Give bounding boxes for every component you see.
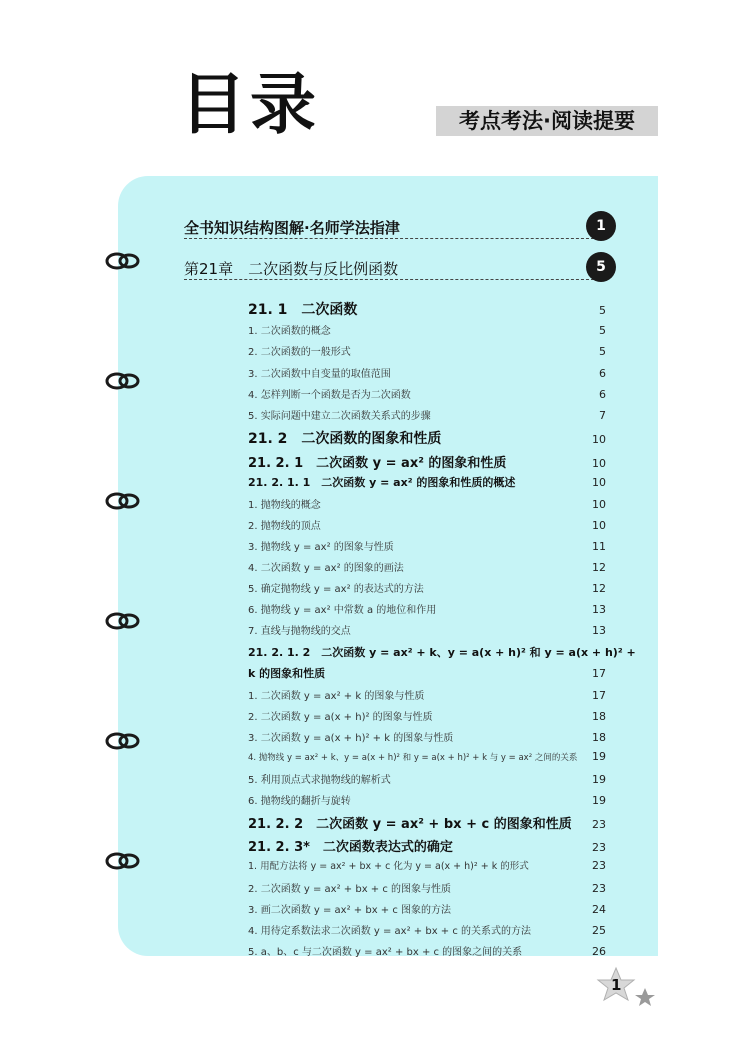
toc-item[interactable] xyxy=(248,538,606,553)
toc-page: 23 xyxy=(592,818,606,831)
toc-subsection[interactable] xyxy=(248,644,636,660)
toc-page: 5 xyxy=(599,345,606,358)
toc-item[interactable] xyxy=(248,559,606,574)
toc-page: 10 xyxy=(592,457,606,470)
toc-section[interactable] xyxy=(248,299,606,319)
toc-item[interactable] xyxy=(248,792,606,807)
toc-label: 4. 二次函数 y = ax² 的图象的画法 xyxy=(248,563,404,574)
toc-item[interactable] xyxy=(248,750,606,763)
toc-label: 21. 1 二次函数 xyxy=(248,302,358,318)
toc-page: 19 xyxy=(592,773,606,786)
chapter-overview[interactable] xyxy=(184,217,594,239)
toc-label: 5. a、b、c 与二次函数 y = ax² + bx + c 的图象之间的关系 xyxy=(248,947,523,958)
toc-label: 4. 用待定系数法求二次函数 y = ax² + bx + c 的关系式的方法 xyxy=(248,926,532,937)
toc-page: 12 xyxy=(592,561,606,574)
toc-page: 12 xyxy=(592,582,606,595)
page-title: 目录 xyxy=(180,66,320,143)
toc-subsection[interactable] xyxy=(248,665,606,681)
toc-page: 25 xyxy=(592,924,606,937)
toc-section[interactable] xyxy=(248,428,606,448)
binder-ring-icon xyxy=(104,850,144,872)
toc-label: 3. 二次函数中自变量的取值范围 xyxy=(248,369,391,380)
toc-label: 6. 抛物线 y = ax² 中常数 a 的地位和作用 xyxy=(248,605,437,616)
toc-page: 18 xyxy=(592,710,606,723)
toc-page: 13 xyxy=(592,624,606,637)
toc-item[interactable] xyxy=(248,880,606,895)
binder-ring-icon xyxy=(104,490,144,512)
toc-page: 13 xyxy=(592,603,606,616)
toc-page: 10 xyxy=(592,433,606,446)
toc-page: 24 xyxy=(592,903,606,916)
toc-item[interactable] xyxy=(248,943,606,958)
toc-page: 10 xyxy=(592,519,606,532)
toc-subsection[interactable] xyxy=(248,452,606,471)
toc-item[interactable] xyxy=(248,343,606,358)
toc-item[interactable] xyxy=(248,322,606,337)
toc-label: 1. 二次函数 y = ax² + k 的图象与性质 xyxy=(248,691,425,702)
toc-label: 3. 二次函数 y = a(x + h)² + k 的图象与性质 xyxy=(248,733,454,744)
toc-label: k 的图象和性质 xyxy=(248,667,326,680)
toc-label: 7. 直线与抛物线的交点 xyxy=(248,626,351,637)
chapter-label: 全书知识结构图解·名师学法指津 xyxy=(184,219,400,237)
toc-label: 1. 二次函数的概念 xyxy=(248,326,331,337)
toc-item[interactable] xyxy=(248,580,606,595)
toc-label: 21. 2. 1. 1 二次函数 y = ax² 的图象和性质的概述 xyxy=(248,476,516,489)
toc-page: 6 xyxy=(599,388,606,401)
toc-label: 21. 2. 1 二次函数 y = ax² 的图象和性质 xyxy=(248,456,507,471)
page-subtitle: 考点考法·阅读提要 xyxy=(436,106,658,136)
toc-label: 2. 抛物线的顶点 xyxy=(248,521,321,532)
toc-label: 21. 2. 3* 二次函数表达式的确定 xyxy=(248,840,453,855)
toc-item[interactable] xyxy=(248,687,606,702)
toc-item[interactable] xyxy=(248,622,606,637)
toc-label: 3. 画二次函数 y = ax² + bx + c 图象的方法 xyxy=(248,905,452,916)
toc-label: 5. 确定抛物线 y = ax² 的表达式的方法 xyxy=(248,584,424,595)
toc-subsection[interactable] xyxy=(248,813,606,832)
toc-subsection[interactable] xyxy=(248,836,606,855)
toc-label: 21. 2. 1. 2 二次函数 y = ax² + k、y = a(x + h)² 和 y = a(x + h)² + xyxy=(248,646,636,659)
toc-label: 2. 二次函数 y = ax² + bx + c 的图象与性质 xyxy=(248,884,452,895)
toc-page: 5 xyxy=(599,304,606,317)
toc-page: 17 xyxy=(592,667,606,680)
toc-item[interactable] xyxy=(248,517,606,532)
binder-ring-icon xyxy=(104,370,144,392)
toc-subsection[interactable] xyxy=(248,474,606,490)
toc-page: 19 xyxy=(592,794,606,807)
toc-label: 4. 怎样判断一个函数是否为二次函数 xyxy=(248,390,411,401)
toc-item[interactable] xyxy=(248,729,606,744)
toc-label: 4. 抛物线 y = ax² + k、y = a(x + h)² 和 y = a(x + h)² + k 与 y = ax² 之间的关系 xyxy=(248,753,578,763)
page-number: 1 xyxy=(611,976,622,994)
toc-item[interactable] xyxy=(248,365,606,380)
chapter-label: 第21章 二次函数与反比例函数 xyxy=(184,260,399,278)
toc-label: 6. 抛物线的翻折与旋转 xyxy=(248,796,351,807)
toc-item[interactable] xyxy=(248,771,606,786)
star-icon xyxy=(594,966,658,1010)
toc-label: 1. 抛物线的概念 xyxy=(248,500,321,511)
toc-item[interactable] xyxy=(248,496,606,511)
toc-page: 23 xyxy=(592,859,606,872)
toc-label: 2. 二次函数 y = a(x + h)² 的图象与性质 xyxy=(248,712,433,723)
toc-item[interactable] xyxy=(248,901,606,916)
toc-item[interactable] xyxy=(248,922,606,937)
toc-item[interactable] xyxy=(248,708,606,723)
toc-label: 2. 二次函数的一般形式 xyxy=(248,347,351,358)
toc-page: 17 xyxy=(592,689,606,702)
toc-item[interactable] xyxy=(248,601,606,616)
toc-label: 5. 实际问题中建立二次函数关系式的步骤 xyxy=(248,411,431,422)
binder-ring-icon xyxy=(104,610,144,632)
toc-page: 5 xyxy=(599,324,606,337)
toc-label: 3. 抛物线 y = ax² 的图象与性质 xyxy=(248,542,394,553)
toc-page: 6 xyxy=(599,367,606,380)
toc-label: 1. 用配方法将 y = ax² + bx + c 化为 y = a(x + h)² + k 的形式 xyxy=(248,861,529,872)
chapter-21[interactable] xyxy=(184,258,594,280)
toc-item[interactable] xyxy=(248,407,606,422)
toc-item[interactable] xyxy=(248,386,606,401)
toc-page: 10 xyxy=(592,476,606,489)
toc-label: 5. 利用顶点式求抛物线的解析式 xyxy=(248,775,391,786)
chapter-page-badge: 1 xyxy=(586,211,616,241)
toc-page: 26 xyxy=(592,945,606,958)
toc-page: 10 xyxy=(592,498,606,511)
toc-label: 21. 2. 2 二次函数 y = ax² + bx + c 的图象和性质 xyxy=(248,817,572,832)
chapter-page-badge: 5 xyxy=(586,252,616,282)
toc-page: 23 xyxy=(592,882,606,895)
toc-label: 21. 2 二次函数的图象和性质 xyxy=(248,431,442,447)
toc-page: 23 xyxy=(592,841,606,854)
toc-page: 11 xyxy=(592,540,606,553)
binder-ring-icon xyxy=(104,730,144,752)
toc-page: 19 xyxy=(592,750,606,763)
toc-item[interactable] xyxy=(248,858,606,872)
binder-ring-icon xyxy=(104,250,144,272)
toc-page: 7 xyxy=(599,409,606,422)
toc-page: 18 xyxy=(592,731,606,744)
